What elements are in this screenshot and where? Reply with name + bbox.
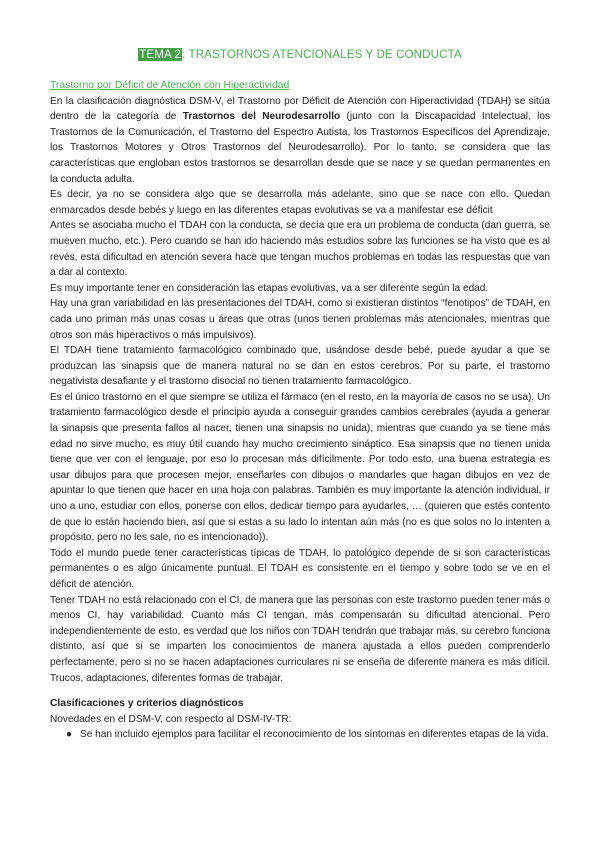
section-intro: Novedades en el DSM-V, con respecto al DSM-IV-TR: (50, 713, 292, 725)
paragraph: Tener TDAH no está relacionado con el CI, de manera que las personas con este trastorno pueden tener más o menos CI, hay variabilidad. Cuanto más CI tengan, más compensarán su dificultad atencional. Pero independientemente de esto, es verdad que los niños con TDAH tendrán que trabajar más, su cerebro funciona distinto, así que si se imparten los conocimientos de manera ajustada a ellos pueden comprenderlo perfectamente, pero si no se hacen adaptaciones curriculares ni se enseña de diferente manera es más difícil. Trucos, adaptaciones, diferentes formas de trabajar. (50, 594, 550, 684)
list-item-text: Se han incluido ejemplos para facilitar el reconocimiento de los síntomas en diferentes etapas de la vida. (80, 729, 549, 741)
paragraph-text: En la clasificación diagnóstica DSM-V, el Trastorno por Déficit de Atención con Hiperactividad (TDAH) se sitúa dentro de la categoría de (50, 95, 550, 123)
bold-term: Trastornos del Neurodesarrollo (182, 111, 341, 123)
title-text: : TRASTORNOS ATENCIONALES Y DE CONDUCTA (182, 48, 462, 61)
section-heading: Clasificaciones y criterios diagnósticos (50, 698, 244, 710)
paragraph-text: (junto con la Discapacidad Intelectual, los Trastornos de la Comunicación, el Trastorno del Espectro Autista, los Trastornos Específicos del Aprendizaje, los Trastornos Motores y Otros Trastornos del Neurodesarrollo). Por lo tanto, se considera que las características que engloban estos trastornos se desarrollan desde que se nace y se quedan permanentes en la conducta adulta. (50, 111, 551, 185)
paragraph (50, 94, 550, 188)
paragraph: Todo el mundo puede tener características típicas de TDAH, lo patológico depende de si son características permanentes o es algo únicamente puntual. El TDAH es consistente en el tiempo y sobre todo se ve en el déficit de atención. (50, 547, 550, 590)
paragraph: El TDAH tiene tratamiento farmacológico combinado que, usándose desde bebé, puede ayudar a que se produzcan las sinapsis que de manera natural no se dan en estos cerebros. Por su parte, el trastorno negativista desafiante y el trastorno disocial no tienen tratamiento farmacológico. (50, 345, 550, 388)
section-subtitle: Trastorno por Déficit de Atención con Hiperactividad (50, 80, 290, 91)
paragraph: Hay una gran variabilidad en las presentaciones del TDAH, como si existieran distintos “fenotipos” de TDAH, en cada uno priman más unas cosas u áreas que otras (unos tienen problemas más atencionales, mientras que otros son más hiperactivos o más impulsivos). (50, 298, 550, 341)
bullet-list (50, 727, 550, 743)
bullet-icon: ● (66, 729, 73, 741)
paragraph: Es decir, ya no se considera algo que se desarrolla más adelante, sino que se nace con ello. Quedan enmarcados desde bebés y luego en las diferentes etapas evolutivas se va a manifestar ese déficit (50, 189, 550, 216)
title-highlight: TEMA 2 (139, 48, 182, 61)
paragraph: Antes se asociaba mucho el TDAH con la conducta, se decía que era un problema de conducta (dan guerra, se mueven mucho, etc.). Pero cuando se han ido haciendo más estudios sobre las funciones se ha visto que es al revés, esta dificultad en atención severa hace que tengan muchos problemas en todas las respuestas que van a dar al contexto. (50, 220, 550, 279)
paragraph: Es muy importante tener en consideración las etapas evolutivas, va a ser diferente según la edad. (50, 282, 489, 294)
list-item (66, 727, 550, 743)
paragraph: Es el único trastorno en el que siempre se utiliza el fármaco (en el resto, en la mayoría de casos no se usa). Un tratamiento farmacológico desde el principio ayuda a conseguir grandes cambios cerebrales (ayuda a generar la sinapsis que presenta fallos al nacer, tienen una sinapsis no unida), mientras que cuando ya se tiene más edad no sirve mucho, es muy útil cuando hay mucho crecimiento sináptico. Esa sinapsis que no tienen unida tiene que ver con el lenguaje, por eso lo procesan más difícilmente. Por todo esto, una buena estrategia es usar dibujos para que procesen mejor, enseñarles con dibujos o mandarles que hagan dibujos en vez de apuntar lo que tienen que hacer en una hoja con palabras. También es muy importante la atención individual, ir uno a uno, estudiar con ellos, ponerse con ellos, dedicar tiempo para ayudarles, … (quieren que estés contento de que lo están haciendo bien, así que si estas a su lado lo intentan aún más (no es que solos no lo intenten a propósito, pero no les sale, no es intencionado)). (50, 391, 550, 544)
page-title (50, 47, 550, 63)
